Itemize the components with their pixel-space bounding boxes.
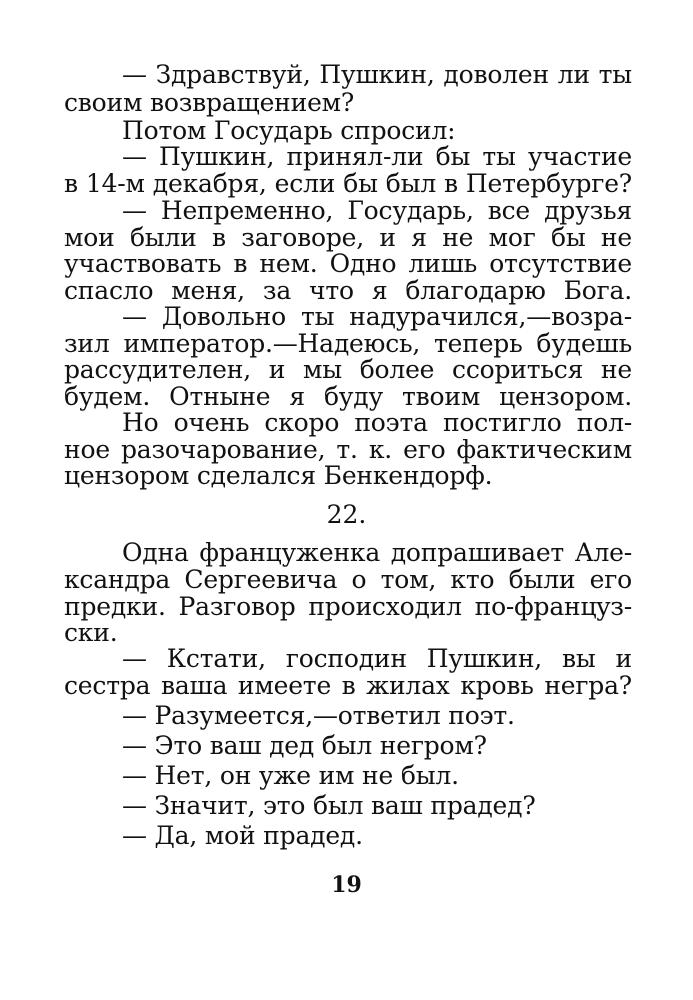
text-line: в 14-м декабря, если бы был в Петербурге? [64, 169, 632, 198]
text-line: сестра ваша имеете в жилах кровь негра? [64, 671, 632, 700]
text-line: — Кстати, господин Пушкин, вы и [122, 644, 632, 673]
text-line: своим возвращением? [64, 88, 355, 117]
text-line: Одна француженка допрашивает Але- [122, 538, 632, 567]
text-line: цензором сделался Бенкендорф. [64, 461, 493, 490]
text-line: — Нет, он уже им не был. [122, 761, 459, 790]
text-line: предки. Разговор происходил по-францyз- [64, 592, 632, 621]
text-line: будем. Отныне я буду твоим цензором. [64, 382, 632, 411]
text-line: — Значит, это был ваш прадед? [122, 791, 536, 820]
text-line: ксандра Сергеевича о том, кто были его [64, 565, 632, 594]
text-line: Но очень скоро поэта постигло пол- [122, 408, 632, 437]
text-line: — Разумеется,—ответил поэт. [122, 701, 515, 730]
text-line: рассудителен, и мы более ссориться не [64, 355, 632, 384]
text-line: участвовать в нем. Одно лишь отсутствие [64, 249, 632, 278]
text-line: зил император.—Надеюсь, теперь будешь [64, 329, 632, 358]
text-line: ное разочарование, т. к. его фактическим [64, 435, 632, 464]
section-number: 22. [326, 500, 367, 529]
text-line: — Здравствуй, Пушкин, доволен ли ты [122, 60, 632, 89]
text-line: — Непременно, Государь, все друзья [122, 196, 632, 225]
text-line: спасло меня, за что я благодарю Бога. [64, 276, 632, 305]
text-line: — Довольно ты надурачился,—возра- [122, 302, 632, 331]
text-line: Потом Государь спросил: [122, 116, 456, 145]
text-line: — Пушкин, принял-ли бы ты участие [122, 142, 632, 171]
page-number: 19 [331, 872, 362, 898]
text-line: ски. [64, 618, 118, 647]
text-line: мои были в заговоре, и я не мог бы не [64, 223, 632, 252]
text-line: — Да, мой прадед. [122, 821, 363, 850]
text-line: — Это ваш дед был негром? [122, 731, 487, 760]
